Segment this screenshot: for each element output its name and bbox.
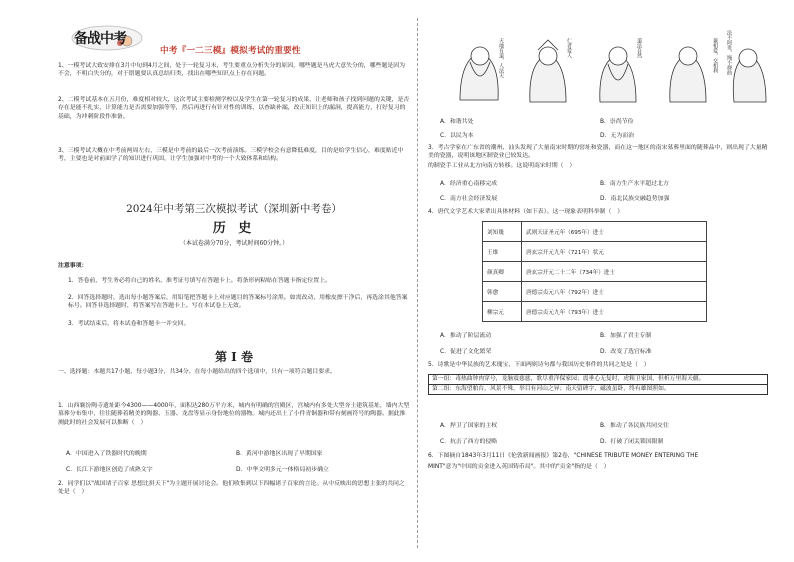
- q1-option-a[interactable]: A．中国进入了铁器时代的晚期: [66, 451, 147, 457]
- q2-stem: 2．同学们以"战国诸子百家 思想比拼天下"为主题开展讨论会。他们收集到以下四幅诸子百家的言论。从中反映出的思想主张的共同之处是（ ）: [58, 481, 405, 496]
- notice-title: 注意事项：: [58, 263, 88, 269]
- notice-3: 3．考试结束后，将本试卷和答题卡一并交回。: [68, 321, 190, 327]
- q5-option-c[interactable]: C．抗击了西方的侵略: [440, 439, 498, 445]
- q6-stem-2: MINT"意为"中国的贡金进入英国铸币局"。其中的"贡金"指的是（ ）: [428, 464, 610, 470]
- notice-1: 1．答卷前，考生务必将自己的姓名、准考证号填写在答题卡上。将条形码粘贴在答题卡指定位置上。: [68, 278, 331, 284]
- q5-option-a[interactable]: A．捍卫了国家的主权: [440, 423, 498, 429]
- q4-stem: 4．唐代文学艺术大家辈出具体材料（如下表）。这一现象表明科举制（ ）: [428, 209, 624, 215]
- volume-title: 第 I 卷: [215, 350, 253, 364]
- table-cell: 唐德宗贞元九年（793年）进士: [522, 302, 707, 322]
- q4-option-c[interactable]: C．促进了文化繁荣: [440, 349, 492, 355]
- table-cell: 柳宗元: [483, 302, 522, 322]
- q3-stem: 3．考古学家在广东省的潮州、汕头发现了大量南宋时期的窑址和瓷器，而在这一地区的南宋墓葬里面的随葬品中，则出现了大量精美的瓷器，说明该地区制瓷业已较发达。: [428, 145, 768, 160]
- q3-option-b[interactable]: B．南方生产水平超过北方: [600, 181, 669, 187]
- exam-title: 2024年中考第三次模拟考试（深圳新中考卷）: [126, 203, 342, 215]
- q2-option-c[interactable]: C．以民为本: [440, 133, 474, 139]
- q4-table: [482, 221, 707, 322]
- q5-quote-1: 第一组：毒热曲钟肉穿兮，龙脑震慈慈，歌尽重洋保家园；震垂心无复时，虎粗卫家国，但析万里海天疆。: [432, 376, 705, 382]
- table-cell: 武则天证圣元年（695年）进士: [522, 222, 707, 242]
- q5-quote-2: 第二组：东海望舶台，风景不殊，举目有河山之异；南天留碑字，磁波虽卧，终有雄图照如。: [429, 384, 767, 394]
- q5-quote-box: [428, 374, 768, 395]
- q3-option-d[interactable]: D．南北民族交融趋势加强: [600, 196, 670, 202]
- q6-stem: 6．下图摘自1843年3月11日《伦敦新闻画报》第2卷，"CHINESE TRIBUTE MONEY ENTERING THE: [428, 453, 699, 459]
- table-row: [483, 262, 707, 282]
- table-cell: 刘知幾: [483, 222, 522, 242]
- section-intro: 一、选择题：本题共17小题，每小题3分，共34分。在每小题给出的四个选项中，只有一项符合题目要求。: [58, 369, 336, 375]
- table-row: [483, 302, 707, 322]
- q5-option-b[interactable]: B．推动了各民族共同交往: [600, 423, 669, 429]
- importance-para-1: 1、一模考试大致安排在3月中旬到4月之间，处于一轮复习末，考生要重点分析失分的原因，哪些题是马虎大意失分的，哪些题是因为不会，不明白失分的，对于错题要认真总结归类，找出在哪些知识点上存在问题。: [58, 63, 406, 78]
- table-row: [483, 242, 707, 262]
- q1-stem: 1．山西襄汾陶寺遗址距今4300——4000年，面积达280万平方米，城内有明确的宫殿区，宫城内有多处大型夯土建筑基址，墙内大型墓葬分布集中，往往随葬着精美的陶器、玉器、龙盘等显示身份地位的器物。城内还出土了小件青铜器和带有刻画符号的陶器。据此推测此时的社会发展可以推断（ ）: [58, 403, 410, 426]
- q2-figures: [440, 30, 770, 110]
- q3-stem-2: 的制瓷手工业从北方向南方转移。这说明南宋时期（ ）: [428, 163, 576, 169]
- figure-1-caption: 天地有道，人法天: [498, 38, 504, 78]
- figure-4-caption: 兼相爱，交相利: [712, 38, 718, 73]
- banner-title: 中考『一二三模』模拟考试的重要性: [160, 46, 301, 56]
- q1-option-b[interactable]: B．黄河中游地区出现了早期国家: [236, 451, 323, 457]
- q2-option-d[interactable]: D．无为而治: [600, 133, 634, 139]
- column-separator: [417, 18, 418, 548]
- q4-option-b[interactable]: B．加强了君主专制: [600, 333, 652, 339]
- figure-2-caption: 仁者爱人: [566, 38, 572, 58]
- table-row: [483, 222, 707, 242]
- q1-option-c[interactable]: C．长江下游地区创造了成熟文字: [66, 467, 153, 473]
- table-cell: 唐玄宗开元九年（721年）状元: [522, 242, 707, 262]
- notice-2: 2．回答选择题时，选出每小题答案后，用铅笔把答题卡上对应题目的答案标号涂黑。如需改动，用橡皮擦干净后，再选涂其他答案标号。回答非选择题时，将答案写在答题卡上。写在本试卷上无效。: [68, 295, 408, 310]
- q3-option-c[interactable]: C．南方社会经济发展: [440, 196, 498, 202]
- table-cell: 韩愈: [483, 282, 522, 302]
- table-cell: 唐德宗贞元八年（792年）进士: [522, 282, 707, 302]
- importance-para-2: 2、二模考试基本在五月份，难度相对较大，这次考试主要检测学校以及学生在第一轮复习的成果，让老师和孩子找到问题的关键，是否存在是能不扎实，计算能力是否需要加强等等，然后再进行有针对性的训练，以查缺补漏，改正知识上的漏洞，提高能力，打好复习的基础，为冲刺阶段作准备。: [58, 97, 410, 120]
- table-row: [483, 282, 707, 302]
- q1-option-d[interactable]: D．中华文明多元一体格局初步确立: [236, 467, 329, 473]
- subject-title: 历 史: [212, 221, 256, 236]
- logo: [70, 22, 144, 52]
- q2-option-b[interactable]: B．崇尚节俭: [600, 119, 634, 125]
- importance-para-3: 3、三模考试大概在中考前两周左右，三模是中考前的最后一次考前演练。三模学校会有意降低难度，目的是给学生信心，难度贴近中考，主要也是对前面学了的知识进行巩固，让学生加强对中考的一个大致体系和结构。: [58, 148, 404, 163]
- q4-option-d[interactable]: D．改变了选官标准: [600, 349, 652, 355]
- table-cell: 唐玄宗开元二十二年（734年）进士: [522, 262, 707, 282]
- figure-5-caption: 法不阿贵，绳不挠曲: [726, 30, 732, 75]
- q3-option-a[interactable]: A．经济重心南移完成: [440, 181, 498, 187]
- table-cell: 颜真卿: [483, 262, 522, 282]
- figure-3-caption: 道法自然: [636, 38, 642, 58]
- exam-meta: （本试卷满分70分，考试时间60分钟。）: [179, 240, 289, 247]
- q5-stem: 5．诗歌是中华民族的艺术瑰宝，下面两则诗句都与我国历史事件的共同之处是（ ）: [428, 362, 650, 368]
- logo-text: 备战中考: [74, 31, 126, 47]
- q2-option-a[interactable]: A．和谐共处: [440, 119, 474, 125]
- q4-option-a[interactable]: A．推动了阶层流动: [440, 333, 492, 339]
- table-cell: 王维: [483, 242, 522, 262]
- q5-option-d[interactable]: D．打破了闭关锁国限制: [600, 439, 664, 445]
- philosophers-illustration: [440, 30, 770, 110]
